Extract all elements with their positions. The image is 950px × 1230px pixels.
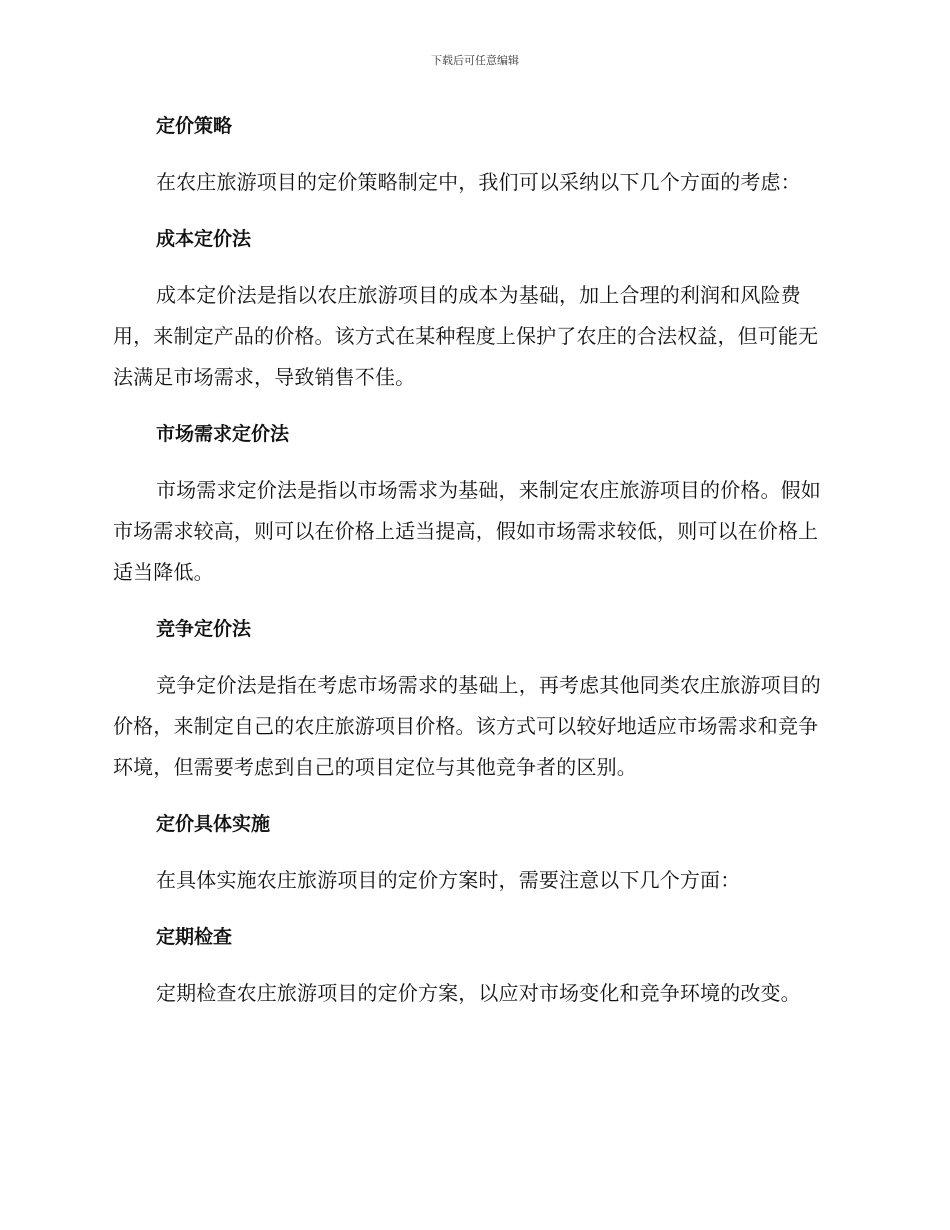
section-paragraph-pricing-strategy: 在农庄旅游项目的定价策略制定中，我们可以采纳以下几个方面的考虑：: [156, 170, 801, 194]
section-heading-cost-pricing: 成本定价法: [156, 228, 252, 250]
section-paragraph-cost-pricing: 成本定价法是指以农庄旅游项目的成本为基础，加上合理的利润和风险费用，来制定产品的价格。该方式在某种程度上保护了农庄的合法权益，但可能无法满足市场需求，导致销售不佳。: [113, 283, 819, 389]
section-heading-demand-pricing: 市场需求定价法: [156, 423, 290, 445]
section-paragraph-competitive-pricing: 竞争定价法是指在考虑市场需求的基础上，再考虑其他同类农庄旅游项目的价格，来制定自己的农庄旅游项目价格。该方式可以较好地适应市场需求和竞争环境，但需要考虑到自己的项目定位与其他竞争者的区别。: [113, 673, 821, 779]
section-heading-competitive-pricing: 竞争定价法: [156, 618, 252, 640]
section-heading-periodic-review: 定期检查: [156, 926, 233, 948]
section-paragraph-periodic-review: 定期检查农庄旅游项目的定价方案，以应对市场变化和竞争环境的改变。: [156, 981, 801, 1005]
section-paragraph-pricing-implementation: 在具体实施农庄旅游项目的定价方案时，需要注意以下几个方面：: [156, 868, 741, 892]
page-header: 下载后可任意编辑: [431, 54, 519, 67]
section-heading-pricing-implementation: 定价具体实施: [156, 813, 271, 835]
document-body: [113, 106, 833, 1030]
section-paragraph-demand-pricing: 市场需求定价法是指以市场需求为基础，来制定农庄旅游项目的价格。假如市场需求较高，则可以在价格上适当提高，假如市场需求较低，则可以在价格上适当降低。: [113, 478, 821, 584]
section-heading-pricing-strategy: 定价策略: [156, 115, 233, 137]
